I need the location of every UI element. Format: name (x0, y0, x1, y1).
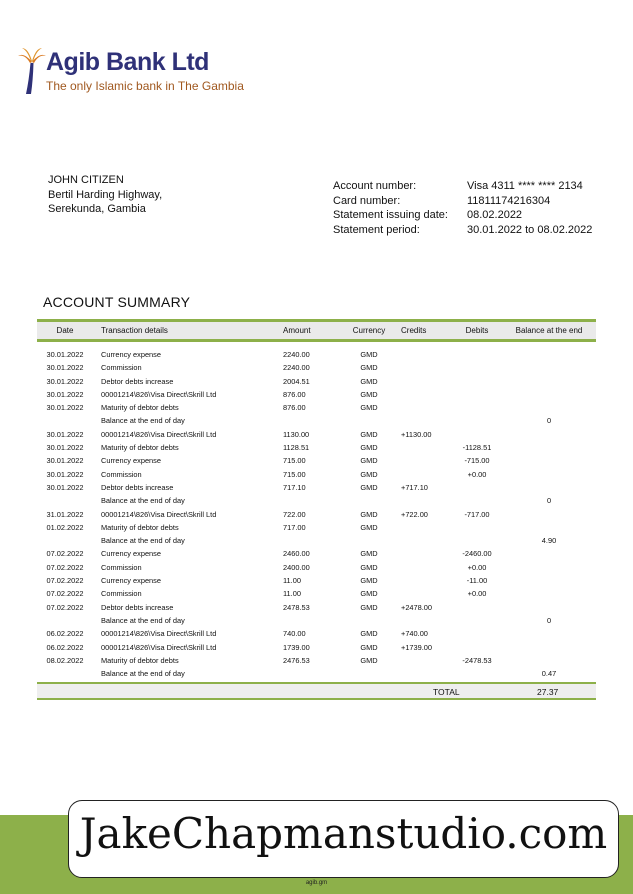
cell-date: 30.01.2022 (46, 350, 84, 359)
cell-debits: -2460.00 (462, 549, 492, 559)
cell-balance: 4.90 (541, 536, 557, 546)
cell-currency: GMD (360, 509, 378, 519)
issue-date-row (333, 208, 592, 223)
footer-site: agib.gm (305, 880, 328, 886)
cell-amount: 722.00 (283, 509, 306, 519)
header-currency: Currency (352, 326, 386, 335)
table-row (37, 428, 596, 441)
total-label: TOTAL (433, 687, 460, 698)
cell-date: 30.01.2022 (46, 469, 84, 479)
cell-credits: +1130.00 (401, 429, 432, 439)
cell-currency: GMD (360, 363, 378, 373)
bank-name: Agib Bank Ltd (46, 48, 209, 76)
cell-amount: 2240.00 (283, 350, 310, 359)
table-row (37, 508, 596, 521)
table-row (37, 348, 596, 361)
cell-amount: 11.00 (283, 589, 301, 599)
customer-address-block (48, 173, 162, 217)
cell-details: Debtor debts increase (101, 482, 174, 492)
table-row (37, 534, 596, 547)
cell-currency: GMD (360, 456, 378, 466)
table-row (37, 547, 596, 560)
table-row (37, 494, 596, 507)
cell-amount: 2004.51 (283, 376, 310, 386)
cell-details: Balance at the end of day (101, 416, 185, 426)
table-body (37, 348, 596, 680)
table-header (37, 322, 596, 339)
statement-period-row (333, 223, 592, 238)
cell-details: Currency expense (101, 576, 161, 586)
cell-amount: 2476.53 (283, 655, 310, 665)
cell-currency: GMD (360, 642, 378, 652)
header-details: Transaction details (101, 326, 168, 335)
header-amount: Amount (283, 326, 311, 335)
cell-date: 07.02.2022 (46, 562, 84, 572)
table-row (37, 614, 596, 627)
card-number-label: Card number: (333, 194, 401, 207)
cell-currency: GMD (360, 443, 378, 453)
cell-currency: GMD (360, 350, 378, 359)
cell-amount: 1739.00 (283, 642, 310, 652)
cell-date: 06.02.2022 (46, 629, 84, 639)
cell-debits: -715.00 (464, 456, 490, 466)
cell-currency: GMD (360, 589, 378, 599)
cell-debits: +0.00 (467, 589, 487, 599)
cell-date: 06.02.2022 (46, 642, 84, 652)
table-row (37, 654, 596, 667)
cell-details: 00001214\826\Visa Direct\Skrill Ltd (101, 509, 217, 519)
cell-amount: 2240.00 (283, 363, 310, 373)
total-value: 27.37 (537, 687, 559, 698)
table-row (37, 601, 596, 614)
table-row (37, 361, 596, 374)
cell-details: Debtor debts increase (101, 602, 174, 612)
cell-currency: GMD (360, 602, 378, 612)
table-row (37, 667, 596, 680)
cell-details: Commission (101, 589, 142, 599)
table-row (37, 454, 596, 467)
cell-details: Commission (101, 562, 142, 572)
cell-debits: -11.00 (466, 576, 488, 586)
account-number-value: Visa 4311 **** **** 2134 (467, 180, 583, 192)
cell-details: 00001214\826\Visa Direct\Skrill Ltd (101, 389, 217, 399)
table-row (37, 521, 596, 534)
cell-balance: 0.47 (541, 669, 557, 679)
address-line-2: Serekunda, Gambia (48, 203, 146, 215)
cell-debits: -2478.53 (462, 655, 492, 665)
cell-currency: GMD (360, 549, 378, 559)
account-info-block (333, 179, 592, 237)
header-date: Date (56, 326, 74, 335)
cell-credits: +722.00 (401, 509, 428, 519)
table-row (37, 468, 596, 481)
cell-details: Maturity of debtor debts (101, 403, 179, 413)
cell-details: Maturity of debtor debts (101, 522, 179, 532)
cell-amount: 11.00 (283, 576, 301, 586)
bank-logo (18, 44, 258, 100)
cell-details: 00001214\826\Visa Direct\Skrill Ltd (101, 642, 217, 652)
cell-amount: 2478.53 (283, 602, 310, 612)
header-debits: Debits (465, 326, 489, 335)
bank-tagline: The only Islamic bank in The Gambia (46, 79, 244, 93)
table-row (37, 388, 596, 401)
cell-debits: +0.00 (467, 562, 487, 572)
cell-date: 07.02.2022 (46, 576, 84, 586)
issue-date-value: 08.02.2022 (467, 209, 523, 221)
cell-date: 07.02.2022 (46, 549, 84, 559)
cell-currency: GMD (360, 482, 378, 492)
cell-date: 30.01.2022 (46, 443, 84, 453)
cell-date: 08.02.2022 (46, 655, 84, 665)
table-row (37, 561, 596, 574)
cell-date: 07.02.2022 (46, 589, 84, 599)
cell-amount: 876.00 (283, 389, 306, 399)
cell-details: Maturity of debtor debts (101, 443, 179, 453)
total-row (37, 682, 596, 700)
statement-period-value: 30.01.2022 to 08.02.2022 (467, 223, 593, 236)
cell-date: 30.01.2022 (46, 482, 84, 492)
issue-date-label: Statement issuing date: (333, 209, 448, 221)
watermark-text: JakeChapmanstudio.com (79, 809, 608, 858)
cell-date: 07.02.2022 (46, 602, 84, 612)
cell-amount: 717.00 (283, 522, 306, 532)
cell-currency: GMD (360, 576, 378, 586)
cell-debits: -717.00 (464, 509, 490, 519)
table-row (37, 481, 596, 494)
cell-amount: 715.00 (283, 469, 306, 479)
table-row (37, 401, 596, 414)
cell-currency: GMD (360, 376, 378, 386)
cell-date: 30.01.2022 (46, 389, 84, 399)
cell-balance: 0 (546, 496, 552, 506)
cell-currency: GMD (360, 655, 378, 665)
table-row (37, 627, 596, 640)
cell-date: 30.01.2022 (46, 403, 84, 413)
header-balance: Balance at the end (515, 326, 583, 335)
header-credits: Credits (401, 326, 427, 335)
cell-details: Balance at the end of day (101, 496, 185, 506)
card-number-row (333, 194, 592, 209)
cell-details: Balance at the end of day (101, 669, 185, 679)
table-row (37, 641, 596, 654)
cell-amount: 2400.00 (283, 562, 310, 572)
palm-tree-icon (18, 46, 46, 96)
cell-date: 30.01.2022 (46, 456, 84, 466)
cell-date: 30.01.2022 (46, 363, 84, 373)
cell-currency: GMD (360, 429, 378, 439)
cell-balance: 0 (546, 615, 552, 625)
cell-amount: 740.00 (283, 629, 306, 639)
cell-currency: GMD (360, 562, 378, 572)
account-number-label: Account number: (333, 180, 417, 192)
cell-details: 00001214\826\Visa Direct\Skrill Ltd (101, 429, 217, 439)
address-line-1: Bertil Harding Highway, (48, 188, 163, 201)
cell-currency: GMD (360, 522, 378, 532)
account-number-row (333, 179, 592, 194)
cell-amount: 2460.00 (283, 549, 310, 559)
cell-date: 01.02.2022 (46, 522, 84, 532)
cell-credits: +2478.00 (401, 602, 433, 612)
cell-date: 31.01.2022 (46, 509, 84, 519)
table-row (37, 441, 596, 454)
cell-details: Currency expense (101, 350, 161, 359)
cell-details: Debtor debts increase (101, 376, 174, 386)
cell-date: 30.01.2022 (46, 376, 84, 386)
cell-details: Maturity of debtor debts (101, 655, 179, 665)
transactions-table (37, 319, 596, 700)
table-row (37, 375, 596, 388)
cell-currency: GMD (360, 469, 378, 479)
cell-amount: 717.10 (283, 482, 306, 492)
watermark-box (68, 800, 619, 878)
cell-debits: -1128.51 (462, 443, 492, 453)
cell-credits: +1739.00 (401, 642, 433, 652)
cell-details: Commission (101, 363, 142, 373)
customer-name: JOHN CITIZEN (48, 174, 124, 186)
statement-period-label: Statement period: (333, 223, 420, 236)
cell-amount: 715.00 (283, 456, 306, 466)
table-row (37, 574, 596, 587)
cell-details: Balance at the end of day (101, 536, 185, 546)
cell-currency: GMD (360, 629, 378, 639)
card-number-value: 11811174216304 (467, 194, 551, 207)
cell-credits: +717.10 (401, 482, 428, 492)
cell-credits: +740.00 (401, 629, 428, 639)
cell-details: 00001214\826\Visa Direct\Skrill Ltd (101, 629, 217, 639)
cell-currency: GMD (360, 403, 378, 413)
cell-balance: 0 (546, 416, 552, 426)
cell-amount: 1128.51 (283, 443, 310, 453)
cell-date: 30.01.2022 (46, 429, 84, 439)
table-row (37, 587, 596, 600)
cell-details: Balance at the end of day (101, 615, 185, 625)
cell-details: Commission (101, 469, 142, 479)
cell-details: Currency expense (101, 549, 161, 559)
table-row (37, 414, 596, 427)
cell-amount: 876.00 (283, 403, 306, 413)
cell-amount: 1130.00 (283, 429, 310, 439)
account-summary-title: ACCOUNT SUMMARY (43, 294, 191, 310)
cell-currency: GMD (360, 389, 378, 399)
cell-details: Currency expense (101, 456, 161, 466)
cell-debits: +0.00 (467, 469, 487, 479)
